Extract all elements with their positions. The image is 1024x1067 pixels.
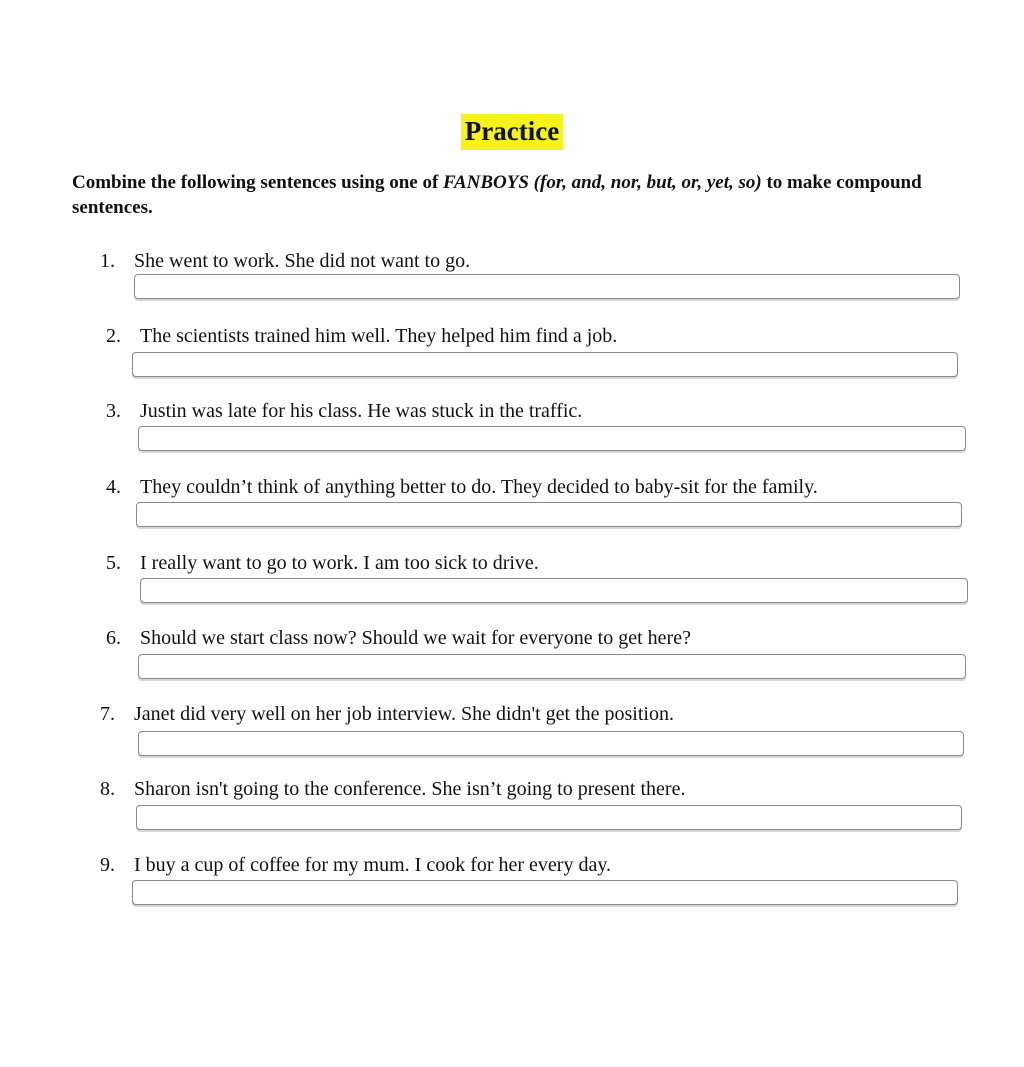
answer-box-3[interactable]: [138, 426, 966, 451]
answer-box-7[interactable]: [138, 731, 964, 756]
item-number: 9.: [100, 854, 115, 876]
item-number: 1.: [100, 250, 115, 272]
item-sentence: They couldn’t think of anything better to do. They decided to baby-sit for the family.: [140, 476, 818, 498]
exercise-item-5: [106, 551, 539, 575]
item-sentence: I really want to go to work. I am too sick to drive.: [140, 552, 539, 574]
item-sentence: Should we start class now? Should we wait for everyone to get here?: [140, 627, 691, 649]
item-sentence: Janet did very well on her job interview. She didn't get the position.: [134, 703, 674, 725]
exercise-item-3: [106, 399, 582, 423]
exercise-item-7: [100, 702, 674, 726]
item-number: 6.: [106, 627, 121, 649]
instructions: [72, 170, 952, 220]
exercise-item-9: [100, 853, 611, 877]
answer-box-6[interactable]: [138, 654, 966, 679]
answer-box-4[interactable]: [136, 502, 962, 527]
answer-box-8[interactable]: [136, 805, 962, 830]
page-title: Practice: [461, 114, 563, 150]
item-sentence: Sharon isn't going to the conference. She isn’t going to present there.: [134, 778, 686, 800]
item-number: 5.: [106, 552, 121, 574]
item-number: 3.: [106, 400, 121, 422]
exercise-item-1: [100, 249, 470, 273]
exercise-item-2: [106, 324, 617, 348]
exercise-item-8: [100, 777, 685, 801]
item-number: 7.: [100, 703, 115, 725]
title-container: [0, 114, 1024, 150]
exercise-item-6: [106, 626, 691, 650]
item-number: 8.: [100, 778, 115, 800]
instructions-fanboys: FANBOYS (for, and, nor, but, or, yet, so): [443, 172, 762, 193]
item-sentence: The scientists trained him well. They helped him find a job.: [140, 325, 618, 347]
item-sentence: She went to work. She did not want to go.: [134, 250, 471, 272]
instructions-tail: to make compound sentences.: [72, 172, 922, 218]
answer-box-5[interactable]: [140, 578, 968, 603]
answer-box-2[interactable]: [132, 352, 958, 377]
item-sentence: I buy a cup of coffee for my mum. I cook for her every day.: [134, 854, 612, 876]
instructions-lead: Combine the following sentences using one of: [72, 172, 444, 193]
exercise-item-4: [106, 475, 818, 499]
item-sentence: Justin was late for his class. He was stuck in the traffic.: [140, 400, 583, 422]
answer-box-1[interactable]: [134, 274, 960, 299]
answer-box-9[interactable]: [132, 880, 958, 905]
item-number: 2.: [106, 325, 121, 347]
item-number: 4.: [106, 476, 121, 498]
